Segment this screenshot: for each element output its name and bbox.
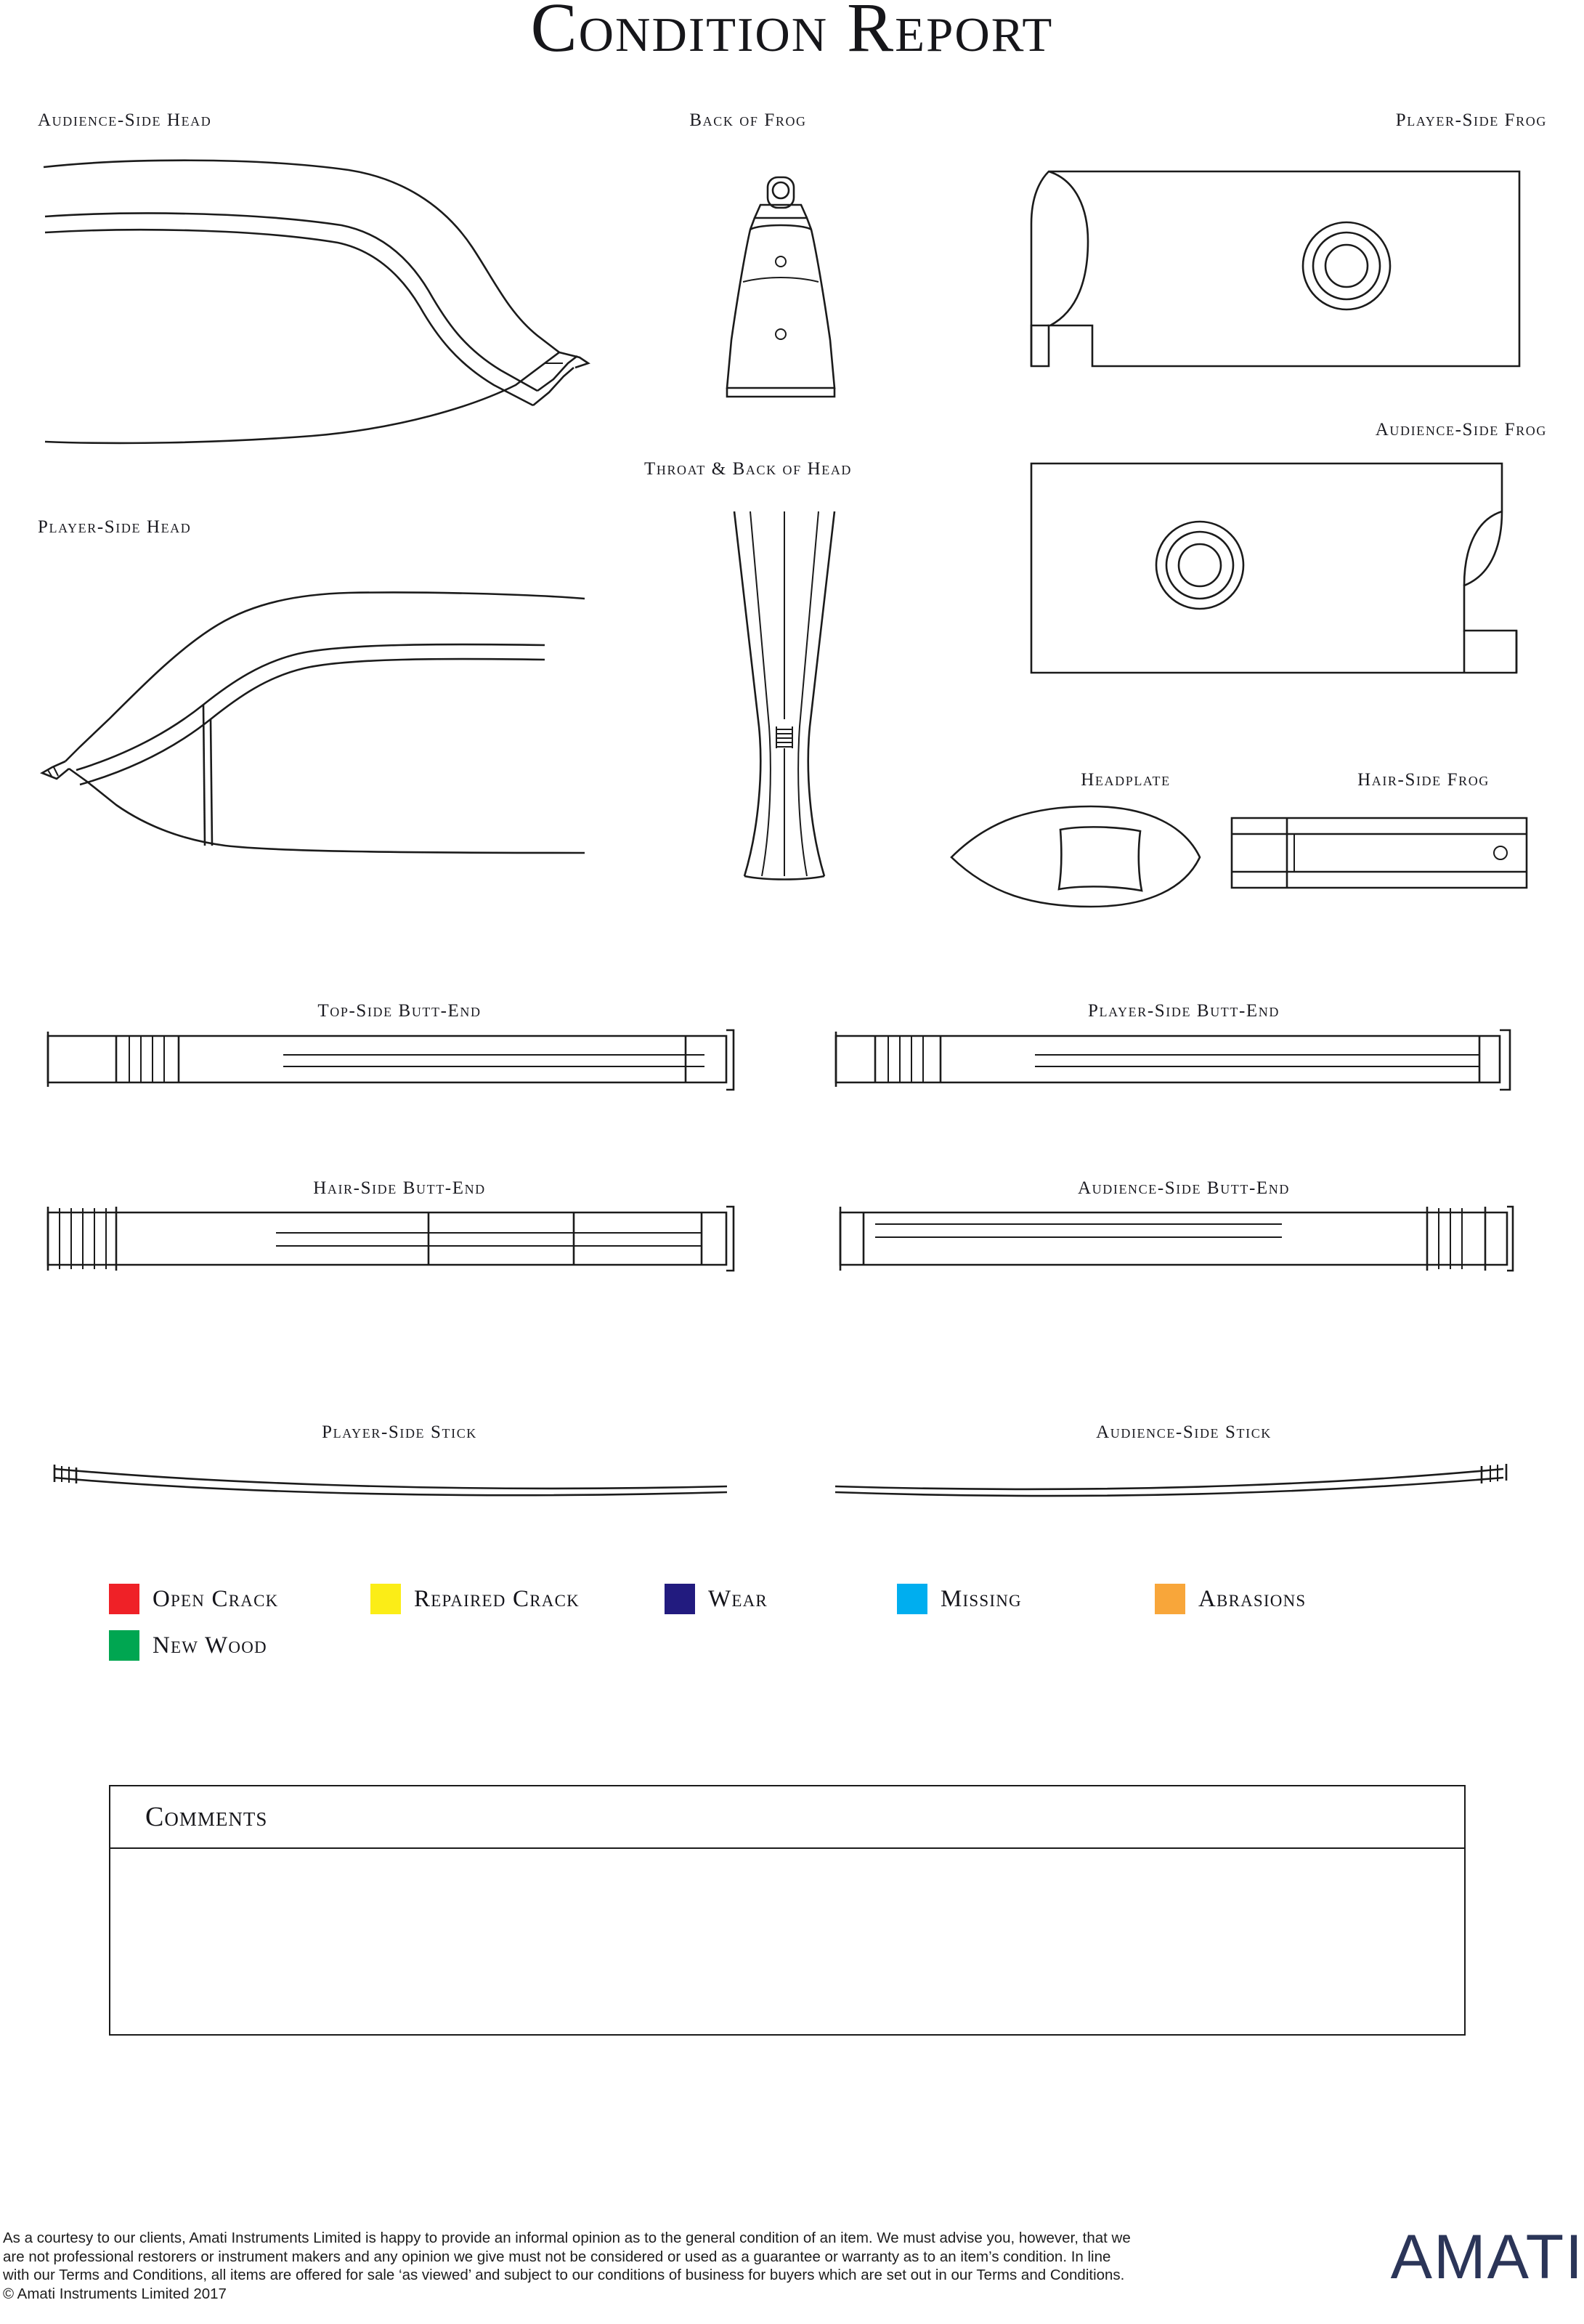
caption-headplate: Headplate (1081, 770, 1171, 790)
legend-row-2 (109, 1630, 1489, 1661)
caption-player-side-head: Player-Side Head (38, 517, 192, 537)
legend-label-wear: Wear (708, 1585, 768, 1612)
caption-audience-side-head: Audience-Side Head (38, 110, 212, 130)
caption-player-side-butt-end: Player-Side Butt-End (1088, 1001, 1280, 1021)
figure-headplate (946, 798, 1207, 914)
swatch-repaired-crack (370, 1584, 401, 1614)
legend-item-open-crack (109, 1584, 370, 1614)
figure-hair-side-butt-end (44, 1202, 734, 1282)
comments-box (109, 1785, 1466, 2036)
figure-back-of-frog (708, 173, 853, 405)
legend (109, 1584, 1489, 1677)
legend-item-abrasions (1155, 1584, 1306, 1614)
caption-audience-side-stick: Audience-Side Stick (1096, 1422, 1272, 1442)
swatch-wear (665, 1584, 695, 1614)
swatch-abrasions (1155, 1584, 1185, 1614)
legend-row-1 (109, 1584, 1489, 1614)
figure-player-side-butt-end (832, 1026, 1514, 1098)
caption-player-side-frog: Player-Side Frog (1395, 110, 1547, 130)
legend-item-missing (897, 1584, 1155, 1614)
legend-item-new-wood (109, 1630, 267, 1661)
figure-player-side-frog (1020, 151, 1528, 398)
caption-player-side-stick: Player-Side Stick (322, 1422, 477, 1442)
brand-logo: AMATI (1390, 2222, 1584, 2292)
figure-audience-side-butt-end (832, 1202, 1514, 1282)
caption-back-of-frog: Back of Frog (689, 110, 807, 130)
caption-audience-side-frog: Audience-Side Frog (1375, 420, 1547, 440)
swatch-missing (897, 1584, 927, 1614)
caption-hair-side-butt-end: Hair-Side Butt-End (313, 1178, 486, 1198)
legend-item-wear (665, 1584, 897, 1614)
caption-audience-side-butt-end: Audience-Side Butt-End (1078, 1178, 1290, 1198)
comments-input[interactable] (110, 1849, 1464, 2033)
legend-item-repaired-crack (370, 1584, 665, 1614)
figure-audience-side-head (36, 145, 588, 458)
caption-throat-and-back-of-head: Throat & Back of Head (643, 459, 853, 479)
figure-top-side-butt-end (44, 1026, 734, 1098)
caption-hair-side-frog: Hair-Side Frog (1357, 770, 1490, 790)
comments-title: Comments (145, 1802, 268, 1832)
page-title: Condition Report (530, 0, 1054, 66)
figure-audience-side-stick (828, 1446, 1525, 1504)
legend-label-open-crack: Open Crack (153, 1585, 279, 1612)
figure-player-side-head (36, 552, 588, 865)
swatch-new-wood (109, 1630, 139, 1661)
figure-player-side-stick (40, 1446, 737, 1504)
legend-label-repaired-crack: Repaired Crack (414, 1585, 580, 1612)
comments-header (110, 1786, 1464, 1849)
figure-hair-side-frog (1227, 802, 1540, 904)
legend-label-abrasions: Abrasions (1198, 1585, 1307, 1612)
caption-top-side-butt-end: Top-Side Butt-End (317, 1001, 482, 1021)
swatch-open-crack (109, 1584, 139, 1614)
legend-label-missing: Missing (941, 1585, 1022, 1612)
footer-disclaimer: As a courtesy to our clients, Amati Instruments Limited is happy to provide an informal opinion as to the general condition of an item. We must advise you, however, that we are not professional restorers or instrument makers and any opinion we give must not be considered or used as a guarantee or warranty as to an item’s condition. In line with our Terms and Conditions, all items are offered for sale ‘as viewed’ and subject to our conditions of business for buyers which are set out in our Terms and Conditions. © Amati Instruments Limited 2017 (3, 2230, 1131, 2302)
figure-audience-side-frog (1020, 450, 1528, 697)
figure-throat-and-back-of-head (715, 509, 853, 886)
legend-label-new-wood: New Wood (153, 1632, 267, 1659)
